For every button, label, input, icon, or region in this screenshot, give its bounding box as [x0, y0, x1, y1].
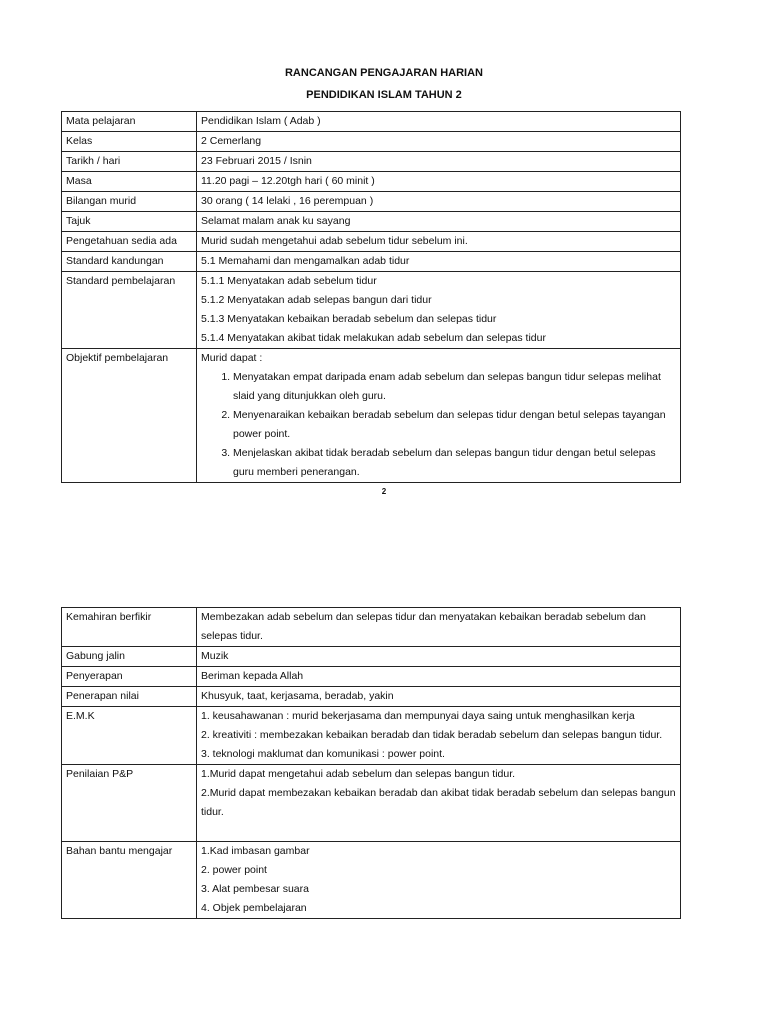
row-label: Penyerapan: [62, 667, 197, 687]
value-line: Membezakan adab sebelum dan selepas tidur dan menyatakan kebaikan beradab sebelum dan selepas tidur.: [201, 611, 646, 642]
table-row: [62, 172, 681, 192]
table-row: [62, 707, 681, 765]
row-value: [197, 272, 681, 349]
value-line: 23 Februari 2015 / Isnin: [201, 155, 312, 167]
document-title: RANCANGAN PENGAJARAN HARIAN: [284, 67, 483, 79]
table-row: [62, 132, 681, 152]
table-row: [62, 667, 681, 687]
row-value: [197, 707, 681, 765]
row-value: [197, 152, 681, 172]
table-row: [62, 272, 681, 349]
row-label: E.M.K: [62, 707, 197, 765]
value-line: 11.20 pagi – 12.20tgh hari ( 60 minit ): [201, 175, 375, 187]
row-label: Standard kandungan: [62, 252, 197, 272]
table-row: [62, 232, 681, 252]
table-row: [62, 252, 681, 272]
value-line: 1.Kad imbasan gambar: [201, 845, 310, 857]
value-line: 5.1.4 Menyatakan akibat tidak melakukan adab sebelum dan selepas tidur: [201, 332, 546, 344]
table-row: [62, 212, 681, 232]
row-label: Bahan bantu mengajar: [62, 842, 197, 919]
value-line: 4. Objek pembelajaran: [201, 902, 307, 914]
value-line: Beriman kepada Allah: [201, 670, 304, 682]
objective-item: 3. Menjelaskan akibat tidak beradab sebelum dan selepas bangun tidur dengan betul selepas guru memberi penerangan.: [233, 444, 676, 482]
value-line: 2.Murid dapat membezakan kebaikan beradab dan akibat tidak beradab sebelum dan selepas bangun tidur.: [201, 787, 676, 818]
row-value: [197, 608, 681, 647]
value-line: 5.1.2 Menyatakan adab selepas bangun dari tidur: [201, 294, 432, 306]
row-value: [197, 647, 681, 667]
row-value: [197, 842, 681, 919]
row-label: Masa: [62, 172, 197, 192]
value-line: 1.Murid dapat mengetahui adab sebelum dan selepas bangun tidur.: [201, 768, 516, 780]
value-line: Muzik: [201, 650, 229, 662]
row-value: [197, 349, 681, 483]
value-line: 5.1.3 Menyatakan kebaikan beradab sebelum dan selepas tidur: [201, 313, 497, 325]
table-row: [62, 608, 681, 647]
value-line: 2. kreativiti : membezakan kebaikan beradab dan tidak beradab sebelum dan selepas bangun tidur.: [201, 729, 663, 741]
table-row: [62, 765, 681, 842]
row-label: Bilangan murid: [62, 192, 197, 212]
row-value: [197, 687, 681, 707]
row-label: Tarikh / hari: [62, 152, 197, 172]
page-number: 2: [381, 487, 387, 496]
row-label: Mata pelajaran: [62, 112, 197, 132]
row-label: Pengetahuan sedia ada: [62, 232, 197, 252]
row-value: [197, 765, 681, 842]
table-row-objektif: [62, 349, 681, 483]
table-row: [62, 152, 681, 172]
table-row: [62, 192, 681, 212]
row-value: [197, 172, 681, 192]
value-line: Murid sudah mengetahui adab sebelum tidur sebelum ini.: [201, 235, 468, 247]
table-row: [62, 687, 681, 707]
row-label: Penilaian P&P: [62, 765, 197, 842]
value-line: 3. Alat pembesar suara: [201, 883, 309, 895]
row-value: [197, 232, 681, 252]
row-label: Penerapan nilai: [62, 687, 197, 707]
objective-item: 1. Menyatakan empat daripada enam adab sebelum dan selepas bangun tidur selepas melihat slaid yang ditunjukkan oleh guru.: [233, 368, 676, 406]
value-line: 2 Cemerlang: [201, 135, 262, 147]
document-subtitle: PENDIDIKAN ISLAM TAHUN 2: [306, 89, 462, 101]
value-line: 30 orang ( 14 lelaki , 16 perempuan ): [201, 195, 374, 207]
objective-list: [201, 368, 676, 482]
row-label: Standard pembelajaran: [62, 272, 197, 349]
objective-item: 2. Menyenaraikan kebaikan beradab sebelum dan selepas tidur dengan betul selepas tayangan power point.: [233, 406, 676, 444]
lesson-plan-table-2: [61, 607, 681, 919]
value-line: 5.1.1 Menyatakan adab sebelum tidur: [201, 275, 377, 287]
value-line: Pendidikan Islam ( Adab ): [201, 115, 321, 127]
row-label: Objektif pembelajaran: [62, 349, 197, 483]
value-line: Khusyuk, taat, kerjasama, beradab, yakin: [201, 690, 394, 702]
row-value: [197, 667, 681, 687]
value-line: 1. keusahawanan : murid bekerjasama dan mempunyai daya saing untuk menghasilkan kerja: [201, 710, 635, 722]
row-value: [197, 132, 681, 152]
objective-intro: Murid dapat :: [201, 352, 263, 364]
row-value: [197, 252, 681, 272]
row-value: [197, 212, 681, 232]
row-value: [197, 192, 681, 212]
row-label: Kelas: [62, 132, 197, 152]
value-line: 5.1 Memahami dan mengamalkan adab tidur: [201, 255, 410, 267]
row-label: Gabung jalin: [62, 647, 197, 667]
value-line: 3. teknologi maklumat dan komunikasi : power point.: [201, 748, 445, 760]
value-line: Selamat malam anak ku sayang: [201, 215, 351, 227]
row-label: Kemahiran berfikir: [62, 608, 197, 647]
value-line: 2. power point: [201, 864, 267, 876]
lesson-plan-table-1: [61, 111, 681, 483]
table-row: [62, 112, 681, 132]
row-value: [197, 112, 681, 132]
table-row: [62, 842, 681, 919]
value-line: [201, 822, 676, 841]
table-row: [62, 647, 681, 667]
row-label: Tajuk: [62, 212, 197, 232]
